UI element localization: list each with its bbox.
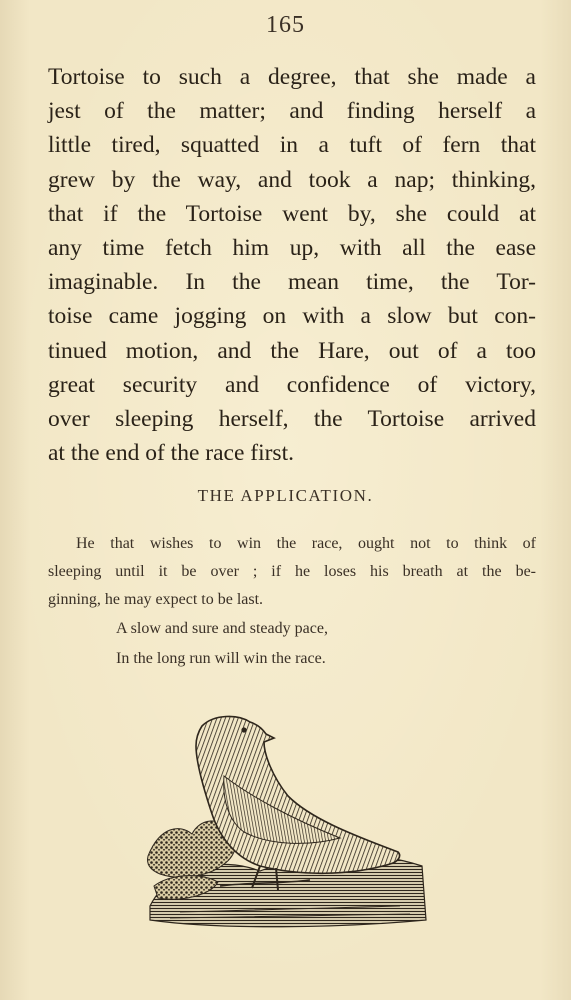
body-line: great security and confidence of victory, (48, 371, 536, 398)
body-line: at the end of the race first. (48, 440, 294, 467)
body-line: grew by the way, and took a nap; thinking, (48, 166, 536, 193)
body-line: that if the Tortoise went by, she could at (48, 200, 536, 227)
moral-verse (116, 614, 328, 674)
body-line: Tortoise to such a degree, that she made a (48, 64, 536, 90)
application-line: He that wishes to win the race, ought not to think of (76, 535, 536, 552)
page-number: 165 (266, 12, 305, 38)
body-line: over sleeping herself, the Tortoise arrived (48, 406, 536, 433)
bird-woodcut-illustration (140, 706, 432, 934)
application-text (48, 530, 536, 614)
fable-body (48, 60, 536, 470)
body-line: tinued motion, and the Hare, out of a too (48, 337, 536, 364)
body-line: little tired, squatted in a tuft of fern that (48, 132, 536, 159)
body-line: imaginable. In the mean time, the Tor- (48, 269, 536, 296)
verse-line: A slow and sure and steady pace, (116, 620, 328, 637)
application-line: ginning, he may expect to be last. (48, 591, 264, 608)
body-line: any time fetch him up, with all the ease (48, 235, 536, 262)
body-line: jest of the matter; and finding herself a (48, 98, 536, 125)
application-line: sleeping until it be over ; if he loses his breath at the be- (48, 563, 536, 580)
verse-line: In the long run will win the race. (116, 650, 326, 667)
application-heading: THE APPLICATION. (197, 486, 374, 505)
body-line: toise came jogging on with a slow but con- (48, 303, 536, 330)
